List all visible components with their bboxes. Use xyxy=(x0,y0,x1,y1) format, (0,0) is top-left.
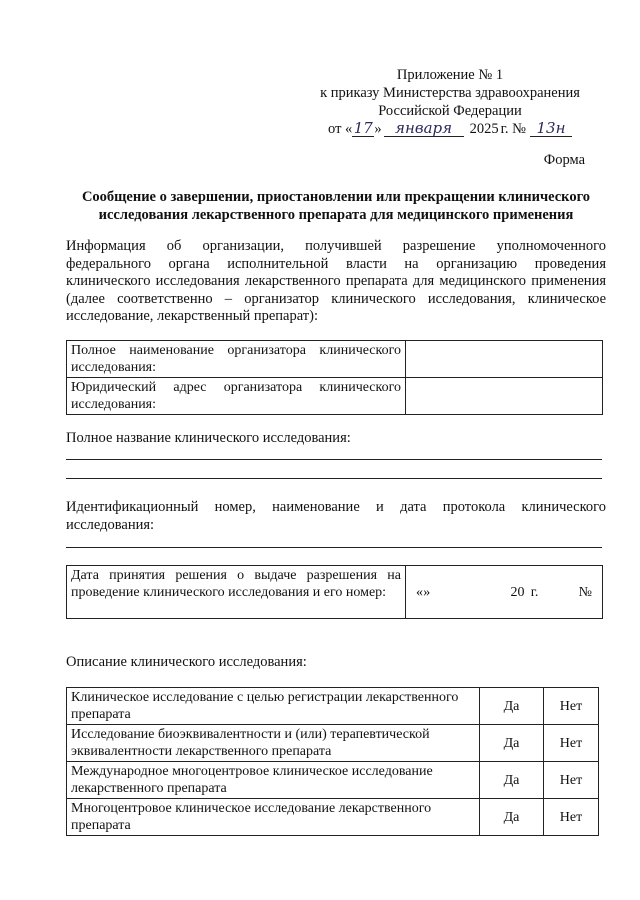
document-title: Сообщение о завершении, приостановлении или прекращении клинического исследования лекарственного препарата для медицинского применения xyxy=(81,189,591,223)
protocol-line[interactable] xyxy=(66,547,602,548)
permit-year: 20 xyxy=(510,584,525,600)
description-row-label: Многоцентровое клиническое исследование лекарственного препарата xyxy=(67,799,480,836)
appendix-number: Приложение № 1 xyxy=(396,67,504,83)
order-number-label: г. № xyxy=(500,121,526,137)
intro-paragraph: Информация об организации, получившей разрешение уполномоченного федерального органа исполнительной власти на организацию проведения клинического исследования лекарственного препарата для медицинского применения (далее соответственно – организатор клинического исследования, клиническое исследование, лекарственный препарат): xyxy=(66,238,606,324)
study-name-line-1[interactable] xyxy=(66,459,602,460)
order-number: 13н xyxy=(530,120,572,137)
federation-name: Российской Федерации xyxy=(378,103,522,119)
no-option[interactable]: Нет xyxy=(544,799,599,836)
yes-option[interactable]: Да xyxy=(480,725,544,762)
study-name-line-2[interactable] xyxy=(66,478,602,479)
order-year: 2025 xyxy=(469,121,499,137)
no-option[interactable]: Нет xyxy=(544,725,599,762)
permit-date-cell[interactable] xyxy=(406,566,603,619)
order-month: января xyxy=(384,120,464,137)
table-row xyxy=(67,762,599,799)
permit-number-sign: № xyxy=(578,584,592,600)
table-row xyxy=(67,341,603,378)
order-reference: к приказу Министерства здравоохранения xyxy=(320,85,580,101)
protocol-label: Идентификационный номер, наименование и дата протокола клинического исследования: xyxy=(66,499,606,533)
table-row xyxy=(67,725,599,762)
organizer-address-value[interactable] xyxy=(406,378,603,415)
table-row xyxy=(67,566,603,619)
study-name-label: Полное название клинического исследования: xyxy=(66,430,351,446)
order-close-quote: » xyxy=(374,121,382,137)
permit-year-suffix: г. xyxy=(530,584,539,600)
form-label: Форма xyxy=(543,152,585,168)
appendix-header xyxy=(300,66,600,138)
organizer-address-label: Юридический адрес организатора клинического исследования: xyxy=(67,378,406,415)
table-row xyxy=(67,688,599,725)
description-row-label: Международное многоцентровое клиническое исследование лекарственного препарата xyxy=(67,762,480,799)
permit-close-quote: » xyxy=(423,584,431,600)
permit-open-quote: « xyxy=(416,584,423,600)
table-row xyxy=(67,378,603,415)
order-prefix: от « xyxy=(328,121,353,137)
no-option[interactable]: Нет xyxy=(544,762,599,799)
organizer-name-label: Полное наименование организатора клинического исследования: xyxy=(67,341,406,378)
description-table xyxy=(66,687,599,836)
order-date-line xyxy=(300,120,600,138)
permit-label: Дата принятия решения о выдаче разрешения на проведение клинического исследования и его номер: xyxy=(67,566,406,619)
yes-option[interactable]: Да xyxy=(480,762,544,799)
organizer-table xyxy=(66,340,603,415)
table-row xyxy=(67,799,599,836)
order-day: 17 xyxy=(353,119,373,137)
description-row-label: Клиническое исследование с целью регистрации лекарственного препарата xyxy=(67,688,480,725)
organizer-name-value[interactable] xyxy=(406,341,603,378)
no-option[interactable]: Нет xyxy=(544,688,599,725)
description-row-label: Исследование биоэквивалентности и (или) терапевтической эквивалентности лекарственного препарата xyxy=(67,725,480,762)
yes-option[interactable]: Да xyxy=(480,799,544,836)
yes-option[interactable]: Да xyxy=(480,688,544,725)
description-label: Описание клинического исследования: xyxy=(66,654,307,670)
permit-table xyxy=(66,565,603,619)
